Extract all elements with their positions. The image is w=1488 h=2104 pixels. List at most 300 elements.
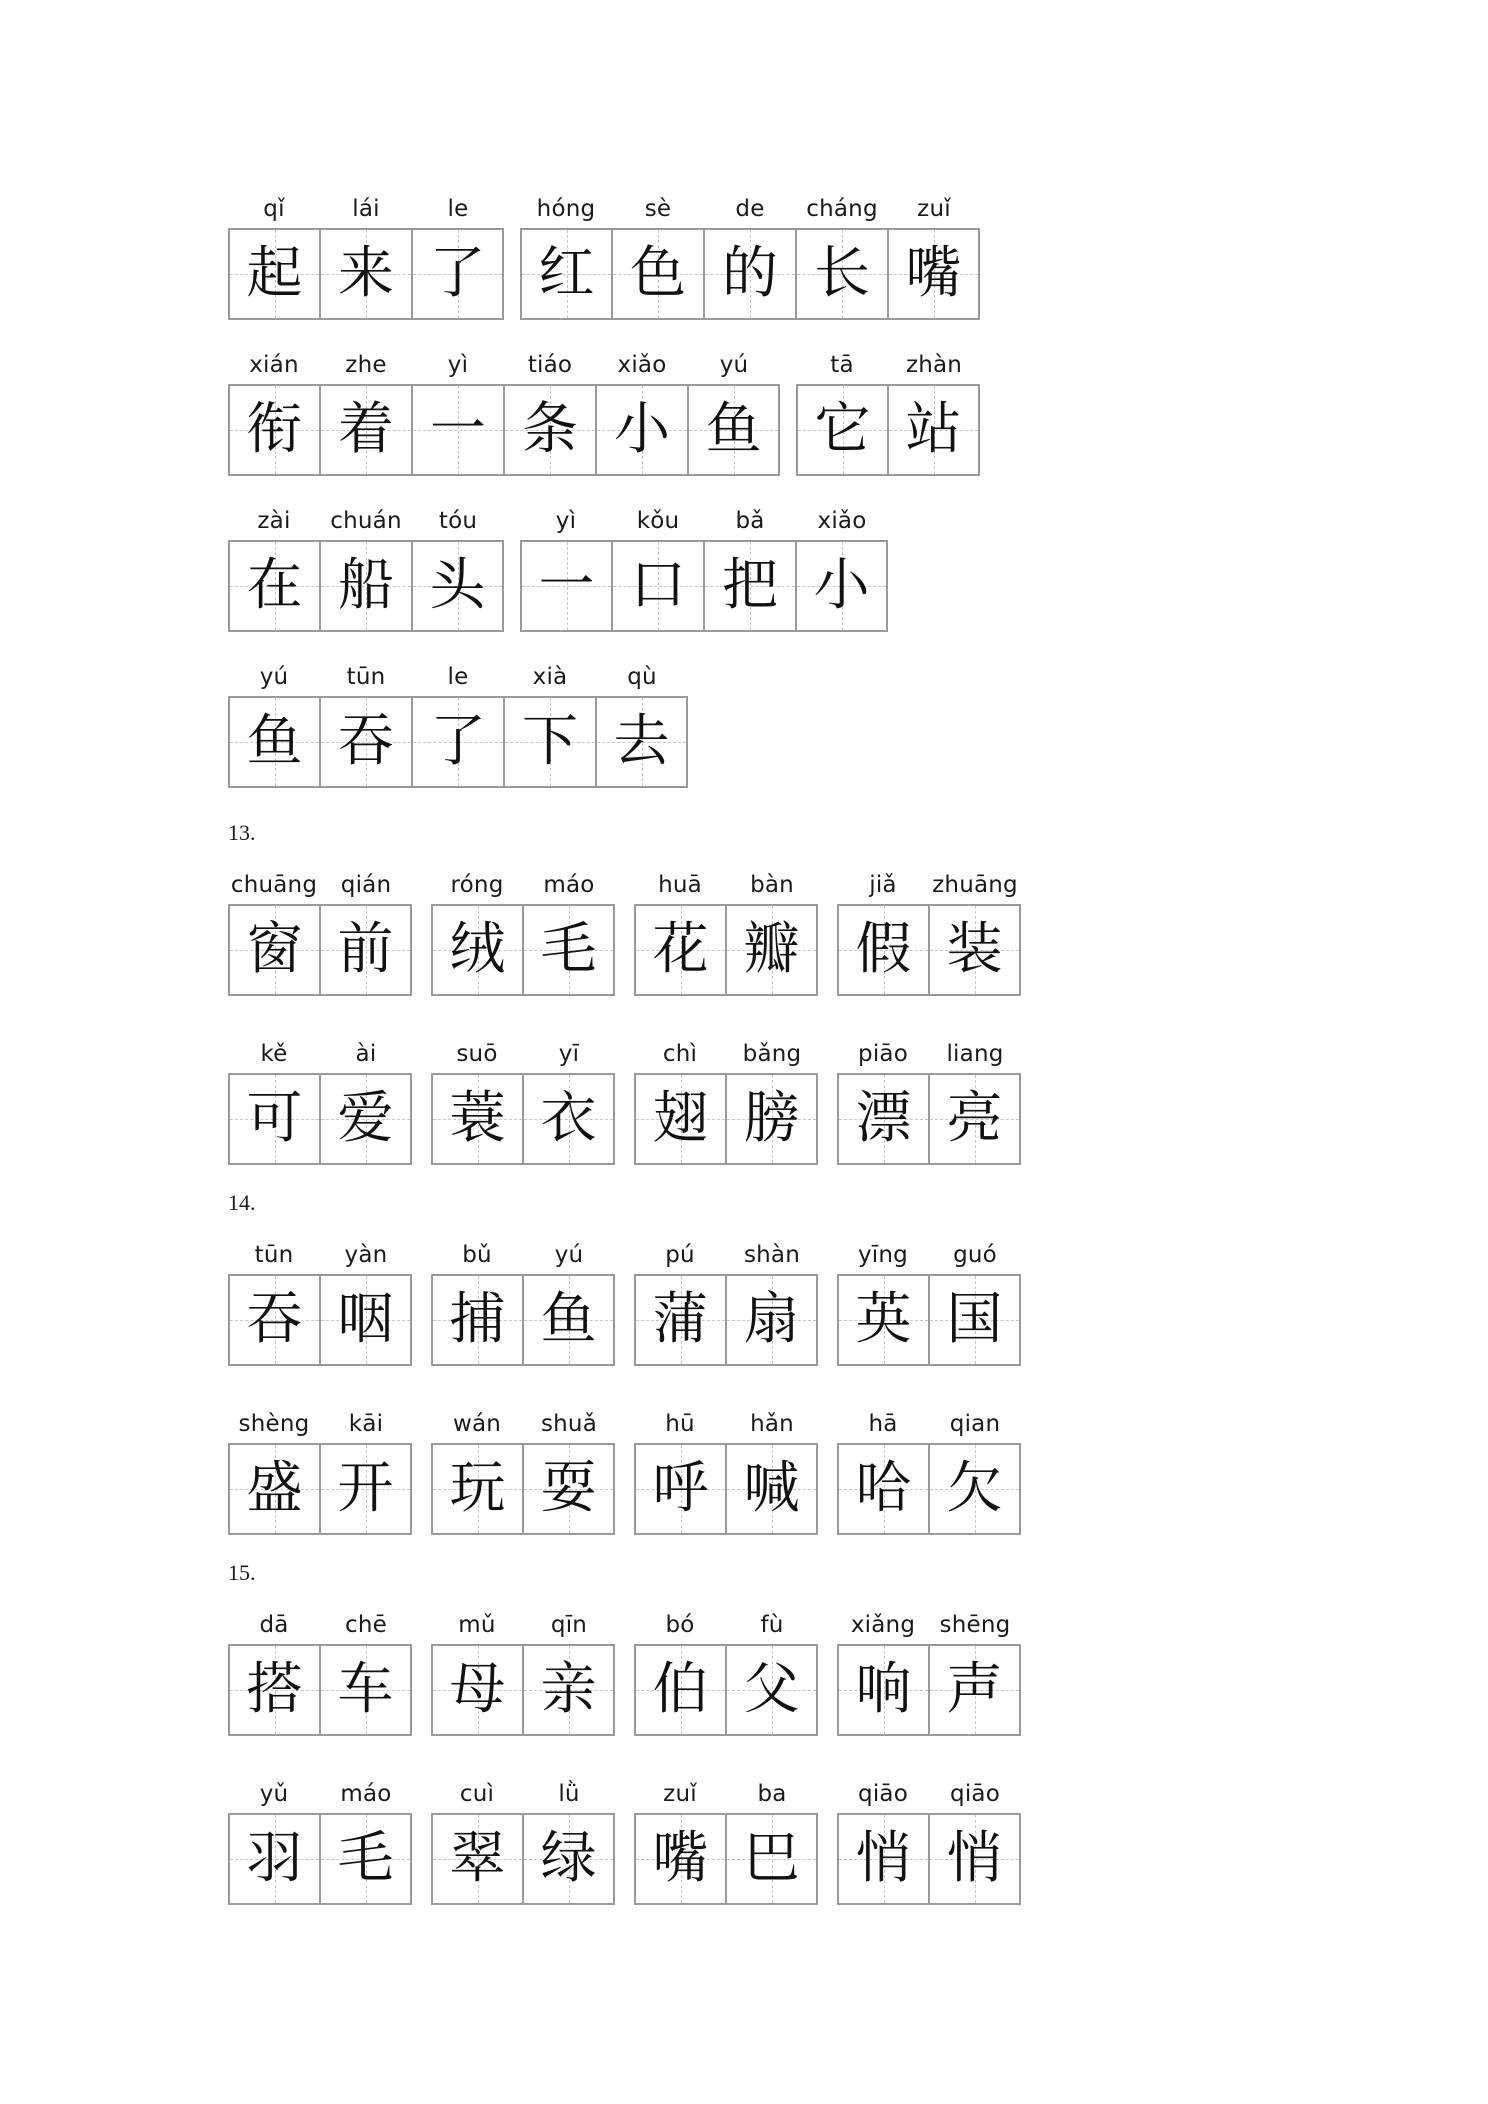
pinyin-label: shēng (939, 1612, 1011, 1638)
word-row (228, 658, 688, 788)
section-label-14: 14. (228, 1190, 256, 1215)
word-group (228, 346, 780, 476)
tianzige-box (228, 228, 320, 320)
tianzige-box (228, 1073, 320, 1165)
tianzige-box (929, 1073, 1021, 1165)
hanzi-character: 嘴 (905, 241, 962, 306)
hanzi-character: 捕 (449, 1287, 506, 1352)
word-group (228, 1775, 412, 1905)
tianzige-box (726, 1274, 818, 1366)
pinyin-label: zuǐ (663, 1781, 697, 1807)
pinyin-label: qīn (550, 1612, 588, 1638)
pinyin-label: zài (257, 508, 291, 534)
hanzi-character: 在 (246, 553, 303, 618)
tianzige-box (688, 384, 780, 476)
char-cell (523, 1405, 615, 1535)
pinyin-label: le (447, 196, 469, 222)
word-group (431, 1236, 615, 1366)
char-cell (523, 1035, 615, 1165)
tianzige-box (504, 384, 596, 476)
tianzige-box (929, 1274, 1021, 1366)
hanzi-character: 膀 (743, 1086, 800, 1151)
char-cell (228, 502, 320, 632)
tianzige-box (228, 1443, 320, 1535)
word-group (634, 1405, 818, 1535)
hanzi-character: 色 (630, 241, 686, 306)
hanzi-character: 欠 (946, 1456, 1003, 1521)
char-cell (726, 1775, 818, 1905)
hanzi-character: 爱 (337, 1086, 394, 1151)
hanzi-character: 前 (337, 917, 394, 982)
tianzige-box (228, 904, 320, 996)
hanzi-character: 咽 (337, 1287, 394, 1352)
pinyin-label: ài (355, 1041, 377, 1067)
char-cell (929, 866, 1021, 996)
hanzi-character: 口 (630, 553, 686, 618)
char-cell (612, 190, 704, 320)
char-cell (837, 1606, 929, 1736)
char-cell (523, 1606, 615, 1736)
pinyin-label: bǔ (462, 1242, 492, 1268)
word-group (837, 1035, 1021, 1165)
tianzige-box (596, 384, 688, 476)
pinyin-label: xiǎo (617, 352, 667, 378)
tianzige-box (431, 1274, 523, 1366)
word-group (634, 866, 818, 996)
word-group (431, 1775, 615, 1905)
pinyin-label: róng (450, 872, 504, 898)
word-group (228, 502, 504, 632)
char-cell (704, 190, 796, 320)
hanzi-character: 鱼 (246, 709, 303, 774)
char-cell (431, 1606, 523, 1736)
hanzi-character: 亲 (540, 1657, 597, 1722)
hanzi-character: 毛 (337, 1826, 394, 1891)
hanzi-character: 母 (449, 1657, 506, 1722)
pinyin-label: hū (665, 1411, 695, 1437)
pinyin-label: pú (665, 1242, 695, 1268)
hanzi-character: 装 (946, 917, 1003, 982)
tianzige-box (320, 1443, 412, 1535)
hanzi-character: 吞 (246, 1287, 303, 1352)
word-group (431, 866, 615, 996)
word-row (228, 190, 980, 320)
hanzi-character: 把 (722, 553, 778, 618)
tianzige-box (431, 1813, 523, 1905)
hanzi-character: 响 (855, 1657, 912, 1722)
word-group (634, 1606, 818, 1736)
pinyin-label: wán (452, 1411, 502, 1437)
tianzige-box (431, 904, 523, 996)
hanzi-character: 翠 (449, 1826, 506, 1891)
tianzige-box (523, 904, 615, 996)
word-group (228, 1035, 412, 1165)
pinyin-label: qian (949, 1411, 1001, 1437)
pinyin-label: xián (249, 352, 299, 378)
char-cell (520, 502, 612, 632)
hanzi-character: 盛 (246, 1456, 303, 1521)
word-group (228, 1236, 412, 1366)
tianzige-box (520, 540, 612, 632)
char-cell (320, 502, 412, 632)
word-group (228, 1405, 412, 1535)
char-cell (796, 346, 888, 476)
char-cell (796, 502, 888, 632)
hanzi-character: 开 (337, 1456, 394, 1521)
char-cell (837, 1236, 929, 1366)
tianzige-box (320, 1644, 412, 1736)
word-row (228, 1035, 1021, 1165)
char-cell (837, 1405, 929, 1535)
pinyin-label: shàn (743, 1242, 801, 1268)
hanzi-character: 蓑 (449, 1086, 506, 1151)
char-cell (228, 346, 320, 476)
char-cell (228, 1236, 320, 1366)
pinyin-label: yú (259, 664, 289, 690)
char-cell (523, 866, 615, 996)
tianzige-box (929, 1644, 1021, 1736)
word-group (520, 190, 980, 320)
tianzige-box (228, 1274, 320, 1366)
tianzige-box (412, 384, 504, 476)
pinyin-label: cháng (806, 196, 878, 222)
hanzi-character: 鱼 (705, 397, 762, 462)
pinyin-label: yàn (344, 1242, 388, 1268)
tianzige-box (837, 1813, 929, 1905)
tianzige-box (888, 384, 980, 476)
tianzige-box (504, 696, 596, 788)
hanzi-character: 父 (743, 1657, 800, 1722)
hanzi-character: 绒 (449, 917, 506, 982)
hanzi-character: 了 (429, 241, 486, 306)
hanzi-character: 窗 (246, 917, 303, 982)
pinyin-label: chuāng (230, 872, 318, 898)
tianzige-box (796, 540, 888, 632)
char-cell (523, 1775, 615, 1905)
tianzige-box (837, 1644, 929, 1736)
hanzi-character: 一 (538, 553, 595, 618)
char-cell (634, 1405, 726, 1535)
char-cell (634, 1236, 726, 1366)
pinyin-label: kě (260, 1041, 288, 1067)
hanzi-character: 巴 (743, 1826, 800, 1891)
char-cell (523, 1236, 615, 1366)
hanzi-character: 假 (855, 917, 912, 982)
section-label-13: 13. (228, 820, 256, 845)
pinyin-label: máo (543, 872, 595, 898)
tianzige-box (228, 1813, 320, 1905)
char-cell (726, 1035, 818, 1165)
word-group (228, 866, 412, 996)
word-group (520, 502, 888, 632)
pinyin-label: qián (340, 872, 392, 898)
char-cell (228, 190, 320, 320)
hanzi-character: 漂 (855, 1086, 912, 1151)
word-row (228, 1405, 1021, 1535)
pinyin-label: yì (555, 508, 577, 534)
hanzi-character: 可 (246, 1086, 303, 1151)
tianzige-box (837, 1443, 929, 1535)
pinyin-label: tiáo (527, 352, 573, 378)
pinyin-label: qiāo (858, 1781, 908, 1807)
pinyin-label: zhe (345, 352, 387, 378)
hanzi-character: 花 (652, 917, 709, 982)
pinyin-label: hǎn (750, 1411, 794, 1437)
word-group (228, 1606, 412, 1736)
word-row (228, 1606, 1021, 1736)
char-cell (929, 1035, 1021, 1165)
hanzi-character: 的 (722, 241, 778, 306)
tianzige-box (412, 540, 504, 632)
tianzige-box (523, 1813, 615, 1905)
pinyin-label: bó (665, 1612, 695, 1638)
char-cell (320, 866, 412, 996)
tianzige-box (228, 540, 320, 632)
pinyin-label: chì (662, 1041, 698, 1067)
hanzi-character: 衣 (540, 1086, 597, 1151)
pinyin-label: bàn (750, 872, 794, 898)
word-group (837, 1405, 1021, 1535)
tianzige-box (523, 1443, 615, 1535)
hanzi-character: 羽 (246, 1826, 303, 1891)
pinyin-label: de (735, 196, 765, 222)
word-group (431, 1405, 615, 1535)
char-cell (726, 1606, 818, 1736)
word-group (634, 1035, 818, 1165)
hanzi-character: 国 (946, 1287, 1003, 1352)
char-cell (837, 1775, 929, 1905)
hanzi-character: 哈 (855, 1456, 912, 1521)
char-cell (596, 346, 688, 476)
tianzige-box (929, 1813, 1021, 1905)
pinyin-label: chē (345, 1612, 387, 1638)
char-cell (431, 1405, 523, 1535)
pinyin-label: huā (658, 872, 702, 898)
char-cell (320, 1405, 412, 1535)
pinyin-label: tūn (254, 1242, 294, 1268)
word-group (837, 1606, 1021, 1736)
tianzige-box (888, 228, 980, 320)
pinyin-label: qiāo (950, 1781, 1000, 1807)
char-cell (320, 190, 412, 320)
char-cell (634, 866, 726, 996)
hanzi-character: 悄 (946, 1826, 1003, 1891)
pinyin-label: ba (757, 1781, 787, 1807)
hanzi-character: 英 (855, 1287, 912, 1352)
word-group (634, 1236, 818, 1366)
word-group (228, 658, 688, 788)
hanzi-character: 下 (522, 709, 578, 774)
char-cell (431, 866, 523, 996)
hanzi-character: 车 (337, 1657, 394, 1722)
tianzige-box (837, 904, 929, 996)
char-cell (704, 502, 796, 632)
tianzige-box (320, 228, 412, 320)
word-row (228, 1236, 1021, 1366)
char-cell (634, 1035, 726, 1165)
tianzige-box (228, 384, 320, 476)
word-group (228, 190, 504, 320)
tianzige-box (634, 1073, 726, 1165)
tianzige-box (929, 1443, 1021, 1535)
tianzige-box (431, 1073, 523, 1165)
tianzige-box (837, 1073, 929, 1165)
hanzi-character: 亮 (946, 1086, 1003, 1151)
word-row (228, 866, 1021, 996)
char-cell (431, 1775, 523, 1905)
char-cell (929, 1405, 1021, 1535)
tianzige-box (320, 1813, 412, 1905)
char-cell (796, 190, 888, 320)
pinyin-label: tóu (438, 508, 478, 534)
tianzige-box (837, 1274, 929, 1366)
char-cell (612, 502, 704, 632)
pinyin-label: sè (644, 196, 672, 222)
char-cell (412, 190, 504, 320)
hanzi-character: 着 (338, 397, 394, 462)
tianzige-box (320, 384, 412, 476)
hanzi-character: 起 (246, 241, 303, 306)
pinyin-label: zuǐ (917, 196, 951, 222)
hanzi-character: 嘴 (652, 1826, 709, 1891)
pinyin-label: fù (760, 1612, 784, 1638)
hanzi-character: 玩 (449, 1456, 506, 1521)
tianzige-box (320, 904, 412, 996)
tianzige-box (612, 540, 704, 632)
tianzige-box (612, 228, 704, 320)
tianzige-box (523, 1073, 615, 1165)
word-group (796, 346, 980, 476)
pinyin-label: guó (953, 1242, 997, 1268)
pinyin-label: yì (447, 352, 469, 378)
tianzige-box (431, 1443, 523, 1535)
tianzige-box (726, 904, 818, 996)
hanzi-character: 衔 (246, 397, 303, 462)
char-cell (504, 346, 596, 476)
tianzige-box (320, 696, 412, 788)
pinyin-label: qǐ (263, 196, 285, 222)
tianzige-box (634, 1644, 726, 1736)
hanzi-character: 红 (538, 241, 595, 306)
char-cell (412, 346, 504, 476)
char-cell (504, 658, 596, 788)
hanzi-character: 头 (429, 553, 486, 618)
char-cell (228, 866, 320, 996)
char-cell (929, 1775, 1021, 1905)
char-cell (228, 1035, 320, 1165)
char-cell (929, 1236, 1021, 1366)
section-label-15: 15. (228, 1560, 256, 1585)
tianzige-box (523, 1274, 615, 1366)
pinyin-label: lái (352, 196, 380, 222)
pinyin-label: le (447, 664, 469, 690)
pinyin-label: piāo (858, 1041, 908, 1067)
char-cell (634, 1775, 726, 1905)
pinyin-label: lǜ (558, 1781, 580, 1807)
pinyin-label: xiǎo (817, 508, 867, 534)
char-cell (320, 1775, 412, 1905)
hanzi-character: 绿 (540, 1826, 597, 1891)
tianzige-box (431, 1644, 523, 1736)
pinyin-label: xiǎng (850, 1612, 916, 1638)
pinyin-label: tā (830, 352, 854, 378)
pinyin-label: yī (558, 1041, 580, 1067)
pinyin-label: liang (946, 1041, 1004, 1067)
pinyin-label: shèng (238, 1411, 310, 1437)
char-cell (634, 1606, 726, 1736)
pinyin-label: cuì (459, 1781, 495, 1807)
pinyin-label: bǎng (742, 1041, 802, 1067)
char-cell (888, 346, 980, 476)
hanzi-character: 搭 (246, 1657, 303, 1722)
tianzige-box (320, 1274, 412, 1366)
char-cell (431, 1236, 523, 1366)
char-cell (228, 1775, 320, 1905)
word-group (837, 866, 1021, 996)
pinyin-label: qù (627, 664, 657, 690)
tianzige-box (634, 1274, 726, 1366)
char-cell (412, 658, 504, 788)
char-cell (726, 1236, 818, 1366)
tianzige-box (634, 1443, 726, 1535)
char-cell (228, 1405, 320, 1535)
tianzige-box (634, 904, 726, 996)
hanzi-character: 了 (430, 709, 486, 774)
tianzige-box (228, 696, 320, 788)
char-cell (596, 658, 688, 788)
pinyin-label: zhàn (905, 352, 963, 378)
tianzige-box (412, 228, 504, 320)
tianzige-box (726, 1813, 818, 1905)
tianzige-box (726, 1443, 818, 1535)
pinyin-label: yǔ (259, 1781, 289, 1807)
char-cell (431, 1035, 523, 1165)
char-cell (888, 190, 980, 320)
hanzi-character: 翅 (652, 1086, 709, 1151)
pinyin-label: mǔ (458, 1612, 496, 1638)
char-cell (320, 1606, 412, 1736)
char-cell (228, 1606, 320, 1736)
hanzi-character: 一 (430, 397, 486, 462)
hanzi-character: 来 (338, 241, 394, 306)
tianzige-box (596, 696, 688, 788)
char-cell (412, 502, 504, 632)
word-group (837, 1236, 1021, 1366)
pinyin-label: yīng (858, 1242, 908, 1268)
tianzige-box (228, 1644, 320, 1736)
hanzi-character: 条 (522, 397, 578, 462)
pinyin-label: dā (259, 1612, 289, 1638)
tianzige-box (520, 228, 612, 320)
word-group (431, 1606, 615, 1736)
pinyin-label: suō (456, 1041, 498, 1067)
hanzi-character: 瓣 (743, 917, 800, 982)
hanzi-character: 喊 (743, 1456, 800, 1521)
hanzi-character: 伯 (652, 1657, 709, 1722)
pinyin-label: jiǎ (869, 872, 897, 898)
tianzige-box (704, 228, 796, 320)
tianzige-box (796, 228, 888, 320)
word-row (228, 502, 888, 632)
char-cell (726, 1405, 818, 1535)
char-cell (726, 866, 818, 996)
hanzi-character: 声 (946, 1657, 1003, 1722)
pinyin-label: chuán (330, 508, 402, 534)
char-cell (688, 346, 780, 476)
char-cell (520, 190, 612, 320)
hanzi-character: 呼 (652, 1456, 709, 1521)
pinyin-label: bǎ (735, 508, 765, 534)
